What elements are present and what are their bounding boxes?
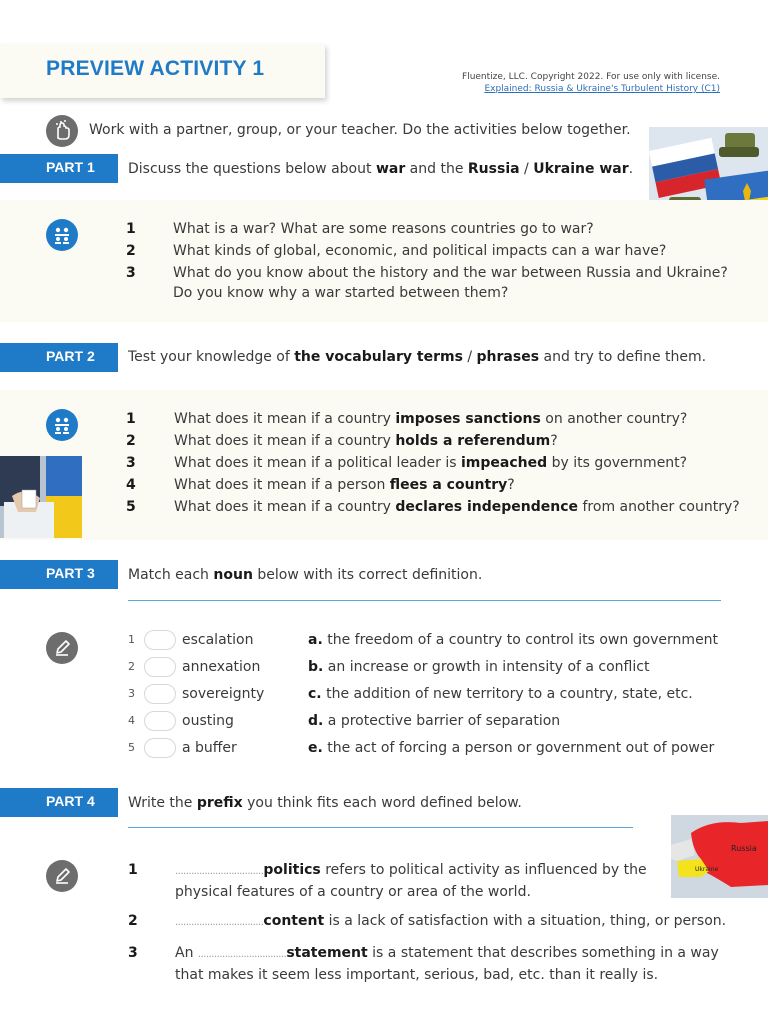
part-2-q4-post: ? [507,477,515,493]
part-3-divider [128,600,721,601]
part-2-question-2 [174,431,558,451]
definition-e-letter: e. [308,740,323,756]
match-5-word: a buffer [182,740,237,756]
part-2-question-5 [174,497,740,517]
part-2-text-c: and try to define them. [539,349,707,365]
definition-d [308,713,560,729]
part-1-instruction [128,161,633,177]
prefix-3-word: statement [286,945,368,961]
part-3-label: PART 3 [0,560,118,589]
ballot-voting-image [0,456,82,538]
definition-b-letter: b. [308,659,324,675]
prefix-1-word: politics [263,862,321,878]
prefix-3-pre: An [175,945,198,961]
part-2-label: PART 2 [0,343,118,372]
instruction-text: Work with a partner, group, or your teacher. Do the activities below together. [89,122,631,138]
part-2-q2-pre: What does it mean if a country [174,433,396,449]
part-1-question-1: What is a war? What are some reasons countries go to war? [173,221,594,237]
prefix-1-number: 1 [128,862,138,878]
match-1-number: 1 [128,633,135,646]
part-2-q1-term: imposes sanctions [395,411,541,427]
prefix-1-blank[interactable]: ................................. [175,866,264,877]
part-2-q4-term: flees a country [389,477,508,493]
part-2-q5-post: from another country? [578,499,740,515]
match-1-answer-box[interactable] [144,630,176,650]
part-2-q1-pre: What does it mean if a country [174,411,396,427]
part-2-question-4 [174,475,515,495]
prefix-3-number: 3 [128,945,138,961]
definition-a [308,632,718,648]
prefix-item-2-line-1 [175,911,726,933]
discussion-group-icon [46,409,78,441]
pencil-icon [46,860,78,892]
definition-d-letter: d. [308,713,324,729]
definition-a-letter: a. [308,632,323,648]
part-2-bold-a: the vocabulary terms [294,349,463,365]
prefix-item-3-line-1 [175,943,719,965]
match-2-number: 2 [128,660,135,673]
part-1-text-d: . [628,161,634,177]
definition-c-letter: c. [308,686,322,702]
part-2-question-2-number: 2 [126,433,136,449]
part-4-instruction [128,795,522,811]
copyright-notice [462,71,720,95]
part-4-text-b: you think fits each word defined below. [242,795,522,811]
part-2-q4-pre: What does it mean if a person [174,477,390,493]
part-1-question-1-number: 1 [126,221,136,237]
match-4-word: ousting [182,713,234,729]
prefix-3-text: is a statement that describes something in a way [367,945,719,961]
prefix-item-1-line-2: physical features of a country or area of the world. [175,884,531,900]
part-1-question-2-number: 2 [126,243,136,259]
part-3-bold-a: noun [213,567,253,583]
definition-e [308,740,714,756]
match-4-number: 4 [128,714,135,727]
part-3-text-b: below with its correct definition. [252,567,483,583]
prefix-2-blank[interactable]: ................................. [175,917,264,928]
prefix-item-3 [175,943,719,985]
copyright-text: Fluentize, LLC. Copyright 2022. For use only with license. [462,72,720,82]
part-1-text-b: and the [405,161,468,177]
part-4-divider [128,827,633,828]
part-2-q5-pre: What does it mean if a country [174,499,396,515]
prefix-item-1-line-1 [175,860,647,882]
match-3-answer-box[interactable] [144,684,176,704]
part-2-bold-b: phrases [476,349,540,365]
part-2-text-a: Test your knowledge of [128,349,295,365]
part-1-question-2: What kinds of global, economic, and political impacts can a war have? [173,243,667,259]
match-3-word: sovereignty [182,686,265,702]
hand-icon [46,115,78,147]
part-1-question-3 [173,263,728,303]
part-2-question-3 [174,453,687,473]
part-4-bold-a: prefix [196,795,243,811]
part-3-instruction [128,567,482,583]
part-1-question-3-line-2: Do you know why a war started between them? [173,285,509,301]
part-1-bold-b: Russia [467,161,520,177]
part-1-bold-a: war [375,161,406,177]
part-2-q3-pre: What does it mean if a political leader is [174,455,461,471]
russia-ukraine-map-image [671,815,768,898]
part-2-question-4-number: 4 [126,477,136,493]
page-title: PREVIEW ACTIVITY 1 [46,57,265,80]
definition-c [308,686,693,702]
prefix-2-word: content [263,913,325,929]
prefix-item-2 [175,911,726,933]
part-2-q3-term: impeached [460,455,548,471]
part-4-label: PART 4 [0,788,118,817]
part-2-q1-post: on another country? [540,411,688,427]
part-2-q5-term: declares independence [395,499,579,515]
pencil-icon [46,632,78,664]
match-5-answer-box[interactable] [144,738,176,758]
definition-b [308,659,649,675]
part-1-label: PART 1 [0,154,118,183]
part-1-text-a: Discuss the questions below about [128,161,376,177]
map-label-russia: Russia [731,844,757,853]
definition-a-text: the freedom of a country to control its own government [322,632,719,648]
part-2-question-1 [174,409,687,429]
map-label-ukraine: Ukraine [695,866,719,873]
match-2-answer-box[interactable] [144,657,176,677]
lesson-link[interactable]: Explained: Russia & Ukraine's Turbulent History (C1) [484,84,720,94]
prefix-2-number: 2 [128,913,138,929]
part-1-question-3-number: 3 [126,265,136,281]
part-1-bold-c: Ukraine war [533,161,629,177]
prefix-item-1 [175,860,647,902]
prefix-1-text: refers to political activity as influenced by the [320,862,647,878]
part-2-question-1-number: 1 [126,411,136,427]
part-2-instruction [128,349,706,365]
part-2-question-3-number: 3 [126,455,136,471]
prefix-3-blank[interactable]: ................................. [197,949,287,960]
part-1-text-c: / [519,161,534,177]
prefix-item-3-line-2: that makes it seem less important, serious, bad, etc. than it really is. [175,967,659,983]
part-2-q3-post: by its government? [547,455,688,471]
part-2-q2-term: holds a referendum [395,433,551,449]
definition-b-text: an increase or growth in intensity of a conflict [323,659,650,675]
match-2-word: annexation [182,659,261,675]
part-4-text-a: Write the [128,795,197,811]
discussion-group-icon [46,219,78,251]
match-4-answer-box[interactable] [144,711,176,731]
definition-d-text: a protective barrier of separation [323,713,561,729]
part-3-text-a: Match each [128,567,214,583]
part-2-text-b: / [462,349,477,365]
definition-e-text: the act of forcing a person or government out of power [322,740,715,756]
definition-c-text: the addition of new territory to a country, state, etc. [321,686,693,702]
part-1-question-3-line-1: What do you know about the history and the war between Russia and Ukraine? [173,265,728,281]
part-2-q2-post: ? [550,433,558,449]
match-1-word: escalation [182,632,254,648]
match-3-number: 3 [128,687,135,700]
match-5-number: 5 [128,741,135,754]
prefix-2-text: is a lack of satisfaction with a situation, thing, or person. [324,913,727,929]
part-2-question-5-number: 5 [126,499,136,515]
